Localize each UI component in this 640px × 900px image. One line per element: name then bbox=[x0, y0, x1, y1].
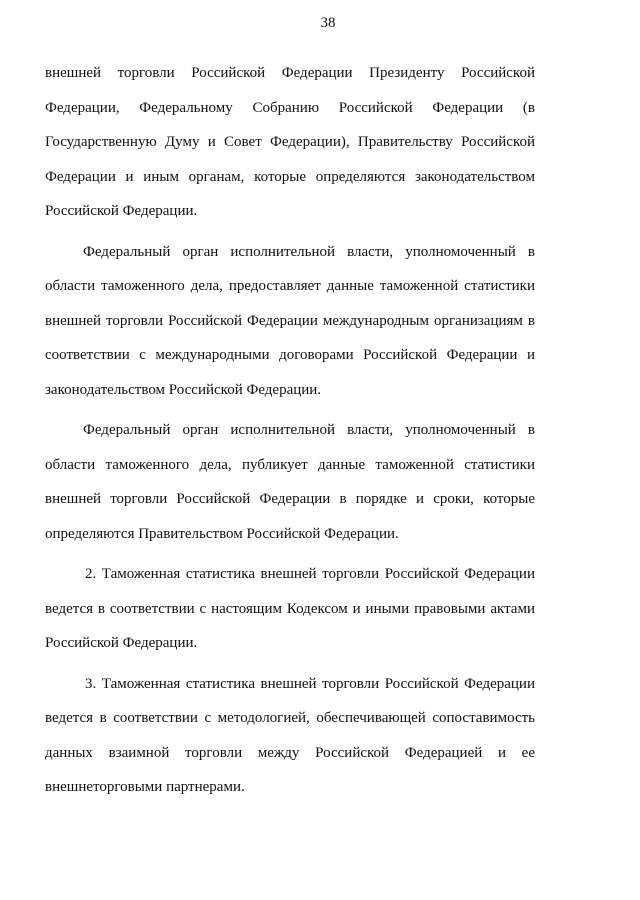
paragraph-publication: Федеральный орган исполнительной власти, уполномоченный в области таможенного дела, публикует данные таможенной статистики внешней торговли Российской Федерации в порядке и сроки, которые определяются Правительством Российской Федерации. bbox=[45, 422, 535, 542]
paragraph-item-2: 2. Таможенная статистика внешней торговли Российской Федерации ведется в соответствии с настоящим Кодексом и иными правовыми актами Российской Федерации. bbox=[45, 566, 535, 651]
paragraph-item-3: 3. Таможенная статистика внешней торговли Российской Федерации ведется в соответствии с методологией, обеспечивающей сопоставимость данных взаимной торговли между Российской Федерацией и ее внешнеторговыми партнерами. bbox=[45, 675, 535, 795]
paragraph-continuation: внешней торговли Российской Федерации Президенту Российской Федерации, Федеральному Собранию Российской Федерации (в Государственную Думу и Совет Федерации), Правительству Российской Федерации и иным органам, которые определяются законодательством Российской Федерации. bbox=[45, 65, 535, 219]
page-number: 38 bbox=[320, 15, 336, 31]
document-body bbox=[45, 56, 535, 811]
paragraph-international-data: Федеральный орган исполнительной власти, уполномоченный в области таможенного дела, предоставляет данные таможенной статистики внешней торговли Российской Федерации международным организациям в соответствии с международными договорами Российской Федерации и законодательством Российской Федерации. bbox=[45, 243, 535, 398]
